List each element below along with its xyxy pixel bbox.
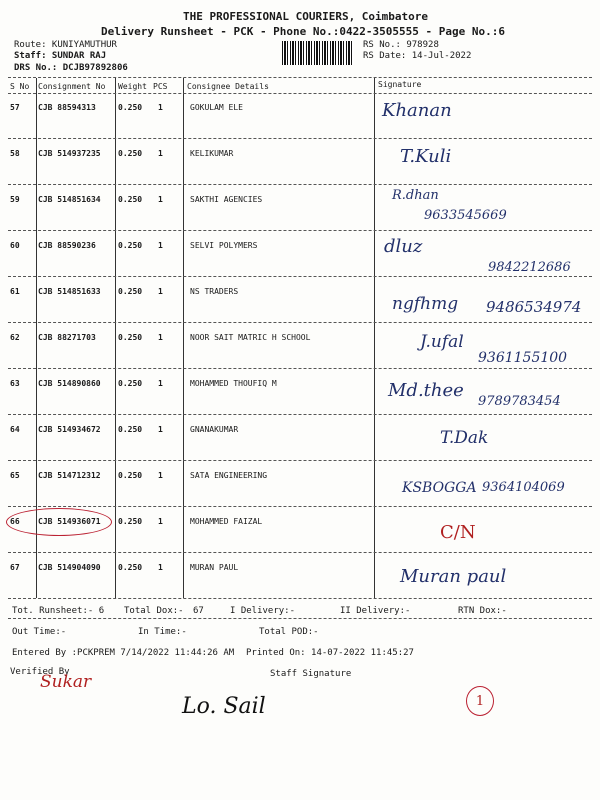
- row-signature: C/N: [440, 522, 476, 543]
- row-signature: dluz: [384, 236, 423, 257]
- row-consignment: CJB 88271703: [38, 333, 96, 342]
- rtn-dox: RTN Dox:-: [458, 606, 507, 616]
- row-sno: 60: [10, 241, 20, 250]
- row-pcs: 1: [158, 287, 163, 296]
- row-rule: [8, 276, 592, 277]
- total-pod: Total POD:-: [259, 627, 319, 637]
- col-signature: Signature: [378, 80, 422, 89]
- row-pcs: 1: [158, 149, 163, 158]
- row-signature: R.dhan: [392, 188, 439, 203]
- row-pcs: 1: [158, 195, 163, 204]
- col-consignee: Consignee Details: [187, 82, 269, 91]
- total-dox-label: Total Dox:-: [124, 606, 184, 616]
- row-rule: [8, 322, 592, 323]
- row-sno: 61: [10, 287, 20, 296]
- footer-rule: [8, 618, 592, 619]
- row-pcs: 1: [158, 425, 163, 434]
- row-consignment: CJB 514934672: [38, 425, 101, 434]
- col-pcs: PCS: [153, 82, 168, 91]
- row-consignment: CJB 514712312: [38, 471, 101, 480]
- row-phone: 9633545669: [424, 208, 507, 223]
- row-pcs: 1: [158, 379, 163, 388]
- row-sno: 63: [10, 379, 20, 388]
- row-sno: 66: [10, 517, 20, 526]
- highlight-circle: [6, 508, 112, 536]
- row-pcs: 1: [158, 471, 163, 480]
- row-weight: 0.250: [118, 103, 143, 112]
- row-rule: [8, 552, 592, 553]
- row-consignment: CJB 514851634: [38, 195, 101, 204]
- row-weight: 0.250: [118, 241, 143, 250]
- row-weight: 0.250: [118, 471, 143, 480]
- col-consignment: Consignment No: [38, 82, 106, 91]
- row-consignee: NOOR SAIT MATRIC H SCHOOL: [190, 333, 311, 342]
- row-rule: [8, 368, 592, 369]
- route-label: Route: KUNIYAMUTHUR: [14, 40, 117, 50]
- row-sno: 65: [10, 471, 20, 480]
- row-consignee: SELVI POLYMERS: [190, 241, 258, 250]
- row-rule: [8, 506, 592, 507]
- row-consignee: NS TRADERS: [190, 287, 239, 296]
- row-consignment: CJB 514851633: [38, 287, 101, 296]
- row-weight: 0.250: [118, 195, 143, 204]
- staff-signature-label: Staff Signature: [270, 669, 352, 679]
- table-top-rule: [8, 77, 592, 78]
- row-phone: 9842212686: [488, 260, 571, 275]
- page-mark-circle: [466, 686, 494, 716]
- row-phone: 9486534974: [486, 298, 582, 316]
- row-consignee: SATA ENGINEERING: [190, 471, 268, 480]
- row-pcs: 1: [158, 563, 163, 572]
- row-rule: [8, 414, 592, 415]
- row-sno: 67: [10, 563, 20, 572]
- column-divider: [183, 78, 184, 598]
- in-time: In Time:-: [138, 627, 187, 637]
- runsheet-title: Delivery Runsheet - PCK - Phone No.:0422-3505555 - Page No.:6: [101, 25, 505, 38]
- verified-by: Verified By: [10, 667, 70, 677]
- row-sno: 59: [10, 195, 20, 204]
- row-consignee: MOHAMMED FAIZAL: [190, 517, 263, 526]
- staff-label: Staff: SUNDAR RAJ: [14, 51, 107, 61]
- col-sno: S No: [10, 82, 30, 91]
- row-sno: 57: [10, 103, 20, 112]
- row-consignment: CJB 514936071: [38, 517, 101, 526]
- row-weight: 0.250: [118, 287, 143, 296]
- verified-signature: Sukar: [40, 672, 92, 692]
- row-signature: J.ufal: [420, 332, 464, 352]
- drs-number: DRS No.: DCJB97892806: [14, 63, 128, 73]
- row-weight: 0.250: [118, 149, 143, 158]
- row-weight: 0.250: [118, 517, 143, 526]
- row-rule: [8, 184, 592, 185]
- entered-by: Entered By :PCKPREM 7/14/2022 11:44:26 AM: [12, 648, 235, 658]
- column-divider: [115, 78, 116, 598]
- rs-date: RS Date: 14-Jul-2022: [363, 51, 472, 61]
- col-weight: Weight: [118, 82, 147, 91]
- row-signature: KSBOGGA: [402, 480, 477, 496]
- row-pcs: 1: [158, 241, 163, 250]
- row-consignee: MOHAMMED THOUFIQ M: [190, 379, 277, 388]
- row-pcs: 1: [158, 103, 163, 112]
- row-consignee: GNANAKUMAR: [190, 425, 239, 434]
- row-consignment: CJB 514890860: [38, 379, 101, 388]
- row-consignment: CJB 514904090: [38, 563, 101, 572]
- row-sno: 58: [10, 149, 20, 158]
- row-sno: 64: [10, 425, 20, 434]
- row-rule: [8, 598, 592, 599]
- rs-number: RS No.: 978928: [363, 40, 439, 50]
- row-consignee: SAKTHI AGENCIES: [190, 195, 263, 204]
- row-phone: 9364104069: [482, 480, 565, 495]
- row-sno: 62: [10, 333, 20, 342]
- printed-on: Printed On: 14-07-2022 11:45:27: [246, 648, 414, 658]
- company-name: THE PROFESSIONAL COURIERS, Coimbatore: [183, 10, 429, 23]
- ii-delivery: II Delivery:-: [340, 606, 411, 616]
- row-signature: Md.thee: [388, 380, 464, 401]
- row-phone: 9361155100: [478, 350, 568, 366]
- total-dox-value: 67: [193, 606, 204, 616]
- tot-runsheet: Tot. Runsheet:- 6: [12, 606, 105, 616]
- row-consignment: CJB 514937235: [38, 149, 101, 158]
- row-weight: 0.250: [118, 425, 143, 434]
- row-rule: [8, 460, 592, 461]
- row-pcs: 1: [158, 517, 163, 526]
- row-signature: ngfhmg: [392, 294, 459, 314]
- barcode: [282, 41, 354, 65]
- out-time: Out Time:-: [12, 627, 67, 637]
- row-weight: 0.250: [118, 563, 143, 572]
- row-consignee: MURAN PAUL: [190, 563, 239, 572]
- row-consignee: KELIKUMAR: [190, 149, 234, 158]
- row-rule: [8, 138, 592, 139]
- row-phone: 9789783454: [478, 394, 561, 409]
- row-weight: 0.250: [118, 333, 143, 342]
- row-signature: Muran paul: [400, 566, 507, 587]
- header-rule: [8, 93, 592, 94]
- staff-signature: Lo. Sail: [182, 694, 266, 719]
- row-consignment: CJB 88594313: [38, 103, 96, 112]
- row-rule: [8, 230, 592, 231]
- i-delivery: I Delivery:-: [230, 606, 296, 616]
- row-pcs: 1: [158, 333, 163, 342]
- page-mark: 1: [475, 693, 485, 709]
- column-divider: [374, 78, 375, 598]
- row-signature: Khanan: [382, 100, 452, 121]
- row-signature: T.Dak: [440, 428, 489, 448]
- row-consignee: GOKULAM ELE: [190, 103, 243, 112]
- row-consignment: CJB 88590236: [38, 241, 96, 250]
- row-weight: 0.250: [118, 379, 143, 388]
- row-signature: T.Kuli: [400, 146, 452, 167]
